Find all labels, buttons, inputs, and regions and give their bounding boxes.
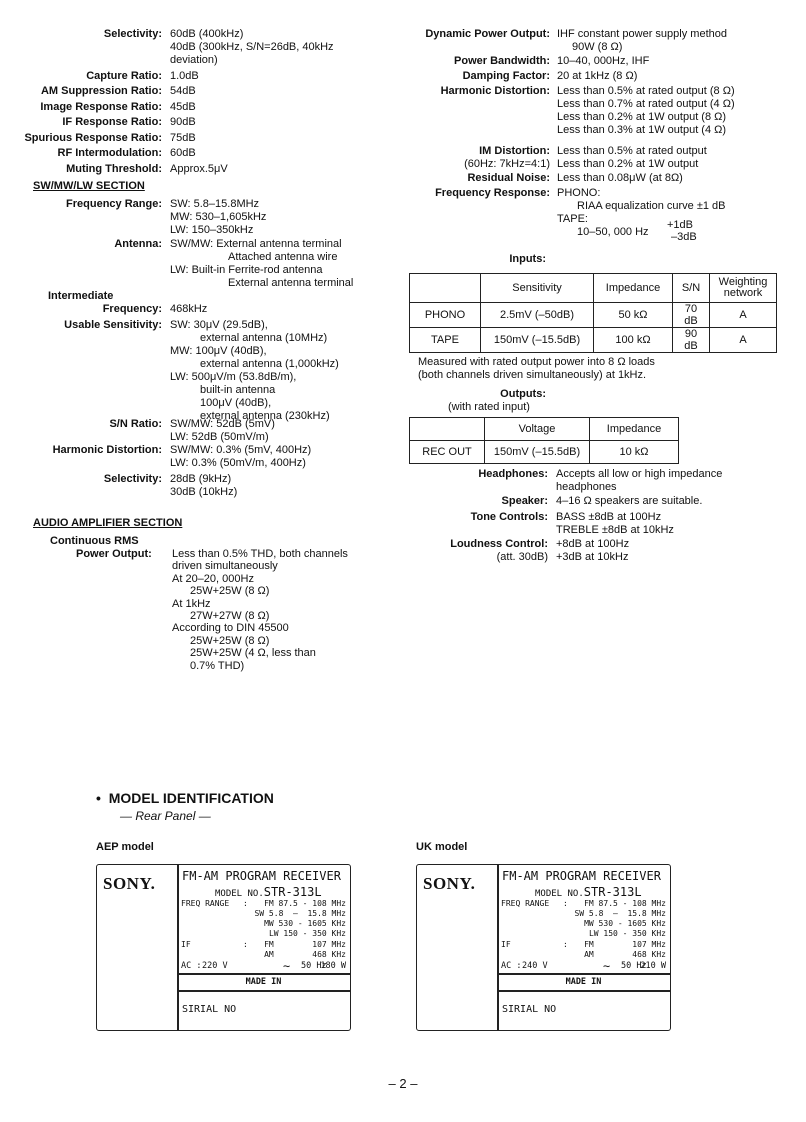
made-in: MADE IN — [245, 977, 282, 987]
ac-hz: 50 Hz — [621, 961, 647, 971]
table-row — [410, 303, 777, 328]
spec-value: 75dB — [170, 131, 196, 144]
spec-value: At 20–20, 000Hz — [172, 572, 254, 585]
spec-value: 90W (8 Ω) — [572, 41, 623, 53]
spec-value: +8dB at 100Hz — [556, 538, 630, 550]
freq-label: FREQ RANGE — [181, 899, 230, 908]
divider — [497, 990, 670, 992]
spec-value: external antenna (10MHz) — [200, 332, 328, 344]
freq-value: MW 530 - 1605 KHz — [264, 919, 346, 928]
model-id-title: MODEL IDENTIFICATION — [108, 790, 274, 806]
row-name: REC OUT — [410, 441, 485, 464]
spec-label: Loudness Control: — [450, 538, 548, 550]
spec-value: built-in antenna — [200, 384, 276, 396]
cell-sensitivity: 2.5mV (–50dB) — [481, 303, 594, 328]
serial-label: SIRIAL NO — [502, 1004, 557, 1015]
freq-label: FREQ RANGE — [501, 899, 550, 908]
spec-value: external antenna (1,000kHz) — [200, 358, 339, 370]
spec-value: Less than 0.5% at rated output — [557, 145, 707, 157]
spec-value: IHF constant power supply method — [557, 28, 727, 40]
spec-label: Dynamic Power Output: — [425, 28, 550, 40]
spec-label-sub: (att. 30dB) — [496, 551, 548, 563]
spec-value: SW/MW: 0.3% (5mV, 400Hz) — [170, 444, 312, 456]
spec-value: LW: 500μV/m (53.8dB/m), — [170, 371, 297, 383]
model-id-subtitle: — Rear Panel — — [120, 809, 211, 823]
freq-value: MW 530 - 1605 KHz — [584, 919, 666, 928]
spec-value: 28dB (9kHz) — [170, 473, 232, 485]
spec-value: Approx.5μV — [170, 162, 228, 175]
spec-label: Frequency Response: — [435, 187, 550, 199]
spec-label: Harmonic Distortion: — [440, 85, 550, 97]
freq-value: SW 5.8 – 15.8 MHz — [574, 909, 666, 918]
spec-value: deviation) — [170, 54, 218, 66]
model-id-heading — [96, 790, 274, 806]
model-number: STR-313L — [263, 885, 322, 899]
spec-label: Selectivity: — [103, 473, 162, 485]
model-prefix: MODEL NO. — [535, 889, 584, 899]
spec-value: external antenna (230kHz) — [200, 410, 330, 422]
spec-label: Power Bandwidth: — [454, 55, 550, 67]
spec-value: SW/MW: External antenna terminal — [170, 238, 342, 250]
spec-value: MW: 100μV (40dB), — [170, 345, 267, 357]
spec-label: IF Response Ratio: — [62, 116, 162, 128]
colon: : — [243, 899, 248, 908]
spec-value: Less than 0.7% at rated output (4 Ω) — [557, 98, 735, 110]
cell-sensitivity: 150mV (–15.5dB) — [481, 328, 594, 353]
row-name: TAPE — [410, 328, 481, 353]
divider — [177, 973, 350, 975]
divider — [177, 990, 350, 992]
tape-tol-minus: –3dB — [671, 231, 697, 243]
ac-label: AC : — [181, 961, 202, 971]
spec-value: RIAA equalization curve ±1 dB — [577, 200, 726, 212]
inputs-header-weighting: Weighting network — [710, 274, 777, 303]
colon: : — [563, 940, 568, 949]
table-row — [410, 441, 679, 464]
spec-label: Intermediate — [48, 290, 114, 302]
spec-value: Less than 0.3% at 1W output (4 Ω) — [557, 124, 727, 136]
made-in: MADE IN — [565, 977, 602, 987]
spec-value: 40dB (300kHz, S/N=26dB, 40kHz — [170, 41, 334, 53]
measured-note-1: Measured with rated output power into 8 Ω loads — [418, 356, 655, 368]
tape-range: 10–50, 000 Hz — [577, 226, 649, 238]
divider — [497, 973, 670, 975]
spec-value: Less than 0.5% at rated output (8 Ω) — [557, 85, 735, 97]
outputs-title: Outputs: — [500, 388, 546, 400]
cell-voltage: 150mV (–15.5dB) — [485, 441, 590, 464]
inputs-header-sensitivity: Sensitivity — [481, 274, 594, 303]
spec-value: TAPE: — [557, 213, 588, 225]
ac-label: AC : — [501, 961, 522, 971]
spec-value: Less than 0.2% at 1W output — [557, 158, 699, 170]
table-row — [410, 328, 777, 353]
plate-caption: AEP model — [96, 841, 154, 853]
if-value: FM 107 MHz — [264, 940, 346, 949]
spec-value: SW/MW: 52dB (5mV) — [170, 418, 275, 430]
spec-label: Image Response Ratio: — [40, 100, 162, 113]
spec-value: Attached antenna wire — [228, 251, 338, 263]
plate-model-line — [535, 885, 642, 899]
spec-value: 100μV (40dB), — [200, 397, 272, 409]
colon: : — [243, 940, 248, 949]
bullet: • — [96, 790, 101, 806]
inputs-title: Inputs: — [509, 253, 546, 265]
tape-tol-plus: +1dB — [667, 219, 693, 231]
if-value: FM 107 MHz — [584, 940, 666, 949]
spec-label: Residual Noise: — [467, 172, 550, 184]
spec-value: Less than 0.5% THD, both channels — [172, 548, 348, 560]
spec-value: 45dB — [170, 100, 196, 113]
spec-value: 30dB (10kHz) — [170, 486, 238, 498]
rating-plate — [96, 864, 351, 1031]
colon: : — [563, 899, 568, 908]
spec-value: LW: Built-in Ferrite-rod antenna — [170, 264, 323, 276]
spec-label: S/N Ratio: — [109, 418, 162, 430]
plate-model-line — [215, 885, 322, 899]
cell-impedance: 50 kΩ — [594, 303, 673, 328]
spec-label: Spurious Response Ratio: — [24, 131, 162, 144]
spec-label: Frequency Range: — [66, 198, 162, 210]
spec-value: headphones — [556, 481, 617, 493]
freq-value: LW 150 - 350 KHz — [268, 929, 346, 938]
spec-label: Headphones: — [478, 468, 548, 480]
spec-label: Continuous RMS — [50, 535, 139, 547]
plate-product: FM-AM PROGRAM RECEIVER — [182, 869, 341, 883]
brand-logo: SONY. — [423, 874, 476, 893]
spec-value: 10–40, 000Hz, IHF — [557, 55, 650, 67]
spec-label: Capture Ratio: — [86, 69, 162, 82]
brand-logo: SONY. — [103, 874, 156, 893]
spec-value: 60dB (400kHz) — [170, 28, 244, 40]
ac-voltage: 240 V — [522, 961, 548, 971]
if-label: IF — [501, 940, 511, 949]
spec-label: Antenna: — [114, 238, 162, 250]
cell-weighting: A — [710, 303, 777, 328]
spec-label: Power Output: — [76, 548, 152, 560]
ac-watts: 180 W — [320, 961, 346, 971]
if-label: IF — [181, 940, 191, 949]
cell-weighting: A — [710, 328, 777, 353]
serial-label: SIRIAL NO — [182, 1004, 237, 1015]
ac-hz: 50 Hz — [301, 961, 327, 971]
outputs-table — [409, 417, 679, 464]
spec-value: 20 at 1kHz (8 Ω) — [557, 70, 638, 82]
spec-value: SW: 5.8–15.8MHz — [170, 198, 260, 210]
spec-label: Speaker: — [501, 495, 548, 507]
plate-product: FM-AM PROGRAM RECEIVER — [502, 869, 661, 883]
spec-value: 1.0dB — [170, 69, 199, 82]
spec-value: 25W+25W (8 Ω) — [190, 585, 270, 598]
model-number: STR-313L — [583, 885, 642, 899]
spec-value: At 1kHz — [172, 597, 211, 610]
spec-label-sub: (60Hz: 7kHz=4:1) — [464, 158, 550, 170]
outputs-header-impedance: Impedance — [590, 418, 679, 441]
spec-value: According to DIN 45500 — [172, 622, 289, 635]
page-number: – 2 – — [388, 1076, 418, 1091]
spec-label: Selectivity: — [103, 28, 162, 40]
if-value: AM 468 KHz — [584, 950, 666, 959]
spec-value: 60dB — [170, 147, 196, 159]
if-value: AM 468 KHz — [264, 950, 346, 959]
plate-caption: UK model — [416, 841, 468, 853]
spec-value: Less than 0.2% at 1W output (8 Ω) — [557, 111, 727, 123]
outputs-subtitle: (with rated input) — [448, 401, 530, 413]
spec-label: Tone Controls: — [470, 511, 548, 523]
inputs-header-impedance: Impedance — [594, 274, 673, 303]
spec-value: MW: 530–1,605kHz — [170, 211, 267, 223]
spec-value: 468kHz — [170, 303, 208, 315]
freq-value: LW 150 - 350 KHz — [588, 929, 666, 938]
spec-value: 4–16 Ω speakers are suitable. — [556, 495, 703, 507]
spec-value: LW: 0.3% (50mV/m, 400Hz) — [170, 457, 306, 469]
ac-voltage: 220 V — [202, 961, 228, 971]
spec-value: PHONO: — [557, 187, 601, 199]
freq-value: SW 5.8 – 15.8 MHz — [254, 909, 346, 918]
spec-value: Accepts all low or high impedance — [556, 468, 723, 480]
spec-value: BASS ±8dB at 100Hz — [556, 511, 662, 523]
ac-watts: 210 W — [640, 961, 666, 971]
freq-value: FM 87.5 - 108 MHz — [264, 899, 346, 908]
cell-impedance: 10 kΩ — [590, 441, 679, 464]
spec-label: Damping Factor: — [462, 70, 550, 82]
spec-value: SW: 30μV (29.5dB), — [170, 319, 268, 331]
cell-impedance: 100 kΩ — [594, 328, 673, 353]
spec-label: RF Intermodulation: — [57, 147, 162, 159]
spec-value: driven simultaneously — [172, 560, 278, 573]
divider — [497, 865, 499, 1030]
ac-tilde: ∼ — [603, 959, 611, 973]
spec-label: Muting Threshold: — [66, 162, 162, 175]
spec-value: LW: 52dB (50mV/m) — [170, 431, 269, 443]
freq-value: FM 87.5 - 108 MHz — [584, 899, 666, 908]
spec-value: 0.7% THD) — [190, 659, 245, 672]
spec-value: 25W+25W (8 Ω) — [190, 634, 270, 647]
inputs-table — [409, 273, 777, 353]
spec-value: LW: 150–350kHz — [170, 224, 254, 236]
spec-label: AM Suppression Ratio: — [40, 85, 162, 97]
outputs-header-voltage: Voltage — [485, 418, 590, 441]
spec-value: 25W+25W (4 Ω, less than — [190, 647, 316, 660]
rating-plate — [416, 864, 671, 1031]
cell-sn: 70 dB — [673, 303, 710, 328]
row-name: PHONO — [410, 303, 481, 328]
ac-tilde: ∼ — [283, 959, 291, 973]
section-title-sw: SW/MW/LW SECTION — [33, 180, 145, 192]
cell-sn: 90 dB — [673, 328, 710, 353]
inputs-header-sn: S/N — [673, 274, 710, 303]
spec-value: TREBLE ±8dB at 10kHz — [556, 524, 674, 536]
spec-value: +3dB at 10kHz — [556, 551, 629, 563]
spec-value: Less than 0.08μW (at 8Ω) — [557, 172, 683, 184]
spec-value: 90dB — [170, 116, 196, 128]
measured-note-2: (both channels driven simultaneously) at 1kHz. — [418, 369, 647, 381]
section-title-audio: AUDIO AMPLIFIER SECTION — [33, 517, 183, 529]
spec-label: IM Distortion: — [479, 145, 550, 157]
spec-value: External antenna terminal — [228, 277, 354, 289]
spec-label: Usable Sensitivity: — [64, 319, 162, 331]
spec-label: Harmonic Distortion: — [52, 444, 162, 456]
divider — [177, 865, 179, 1030]
spec-label: Frequency: — [102, 303, 162, 315]
spec-value: 27W+27W (8 Ω) — [190, 610, 270, 622]
model-prefix: MODEL NO. — [215, 889, 264, 899]
spec-value: 54dB — [170, 85, 196, 97]
